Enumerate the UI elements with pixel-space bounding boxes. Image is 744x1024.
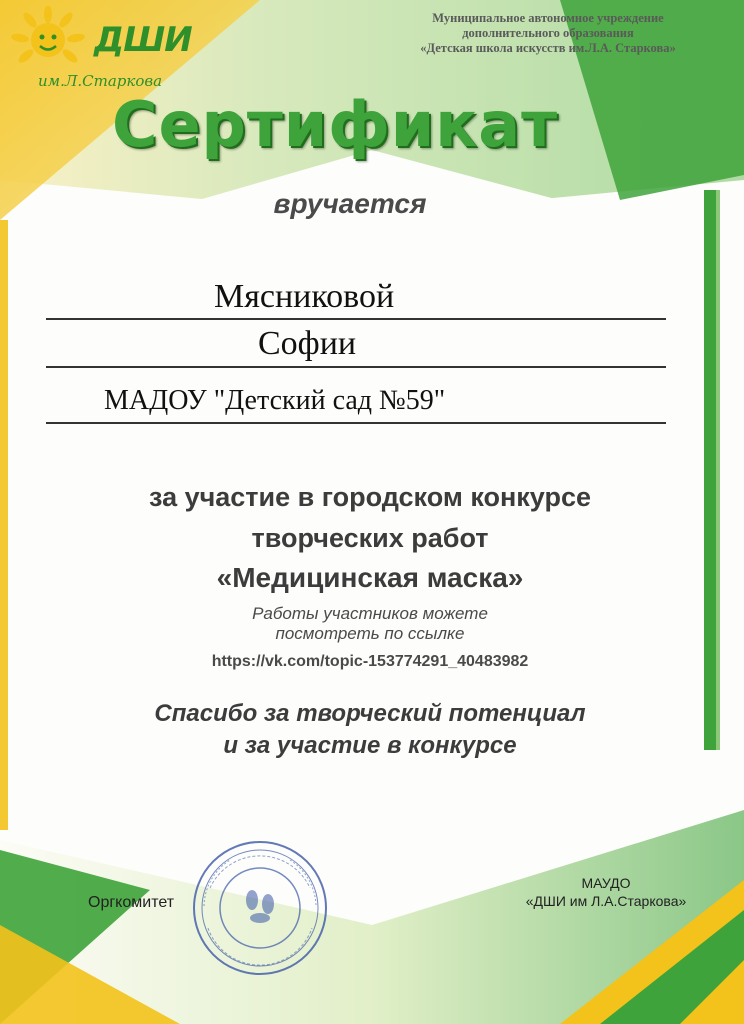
signer-line: «ДШИ им Л.А.Старкова» xyxy=(525,893,687,909)
organization-line: дополнительного образования xyxy=(462,26,634,40)
school-logo xyxy=(8,6,192,98)
works-note: посмотреть по ссылке xyxy=(275,624,465,643)
organization-header xyxy=(388,11,708,56)
organization-line: Муниципальное автономное учреждение xyxy=(432,11,664,25)
thanks-line: Спасибо за творческий потенциал xyxy=(154,700,586,727)
recipient-name: Софии xyxy=(258,325,357,362)
underline xyxy=(46,366,666,368)
recipient-surname: Мясниковой xyxy=(214,278,395,315)
signer-block xyxy=(506,874,706,910)
contest-name: «Медицинская маска» xyxy=(216,562,524,593)
official-stamp xyxy=(190,838,330,978)
works-link[interactable]: https://vk.com/topic-153774291_40483982 xyxy=(211,653,529,670)
reason-line: творческих работ xyxy=(251,523,489,553)
reason-line: за участие в городском конкурсе xyxy=(149,482,591,512)
signer-line: МАУДО xyxy=(581,875,631,891)
works-note: Работы участников можете xyxy=(252,604,488,623)
certificate-title: Сертификат xyxy=(111,88,559,161)
logo-text: ДШИ xyxy=(94,20,192,60)
orgcommittee-label: Оргкомитет xyxy=(88,894,175,911)
awarded-label: вручается xyxy=(273,188,427,219)
organization-line: «Детская школа искусств им.Л.А. Старкова» xyxy=(420,41,676,55)
sun-icon xyxy=(8,6,92,76)
logo-subtext: им.Л.Старкова xyxy=(38,72,163,90)
recipient-institution: МАДОУ "Детский сад №59" xyxy=(104,385,446,416)
thanks-line: и за участие в конкурсе xyxy=(223,732,517,759)
underline xyxy=(46,422,666,424)
underline xyxy=(46,318,666,320)
